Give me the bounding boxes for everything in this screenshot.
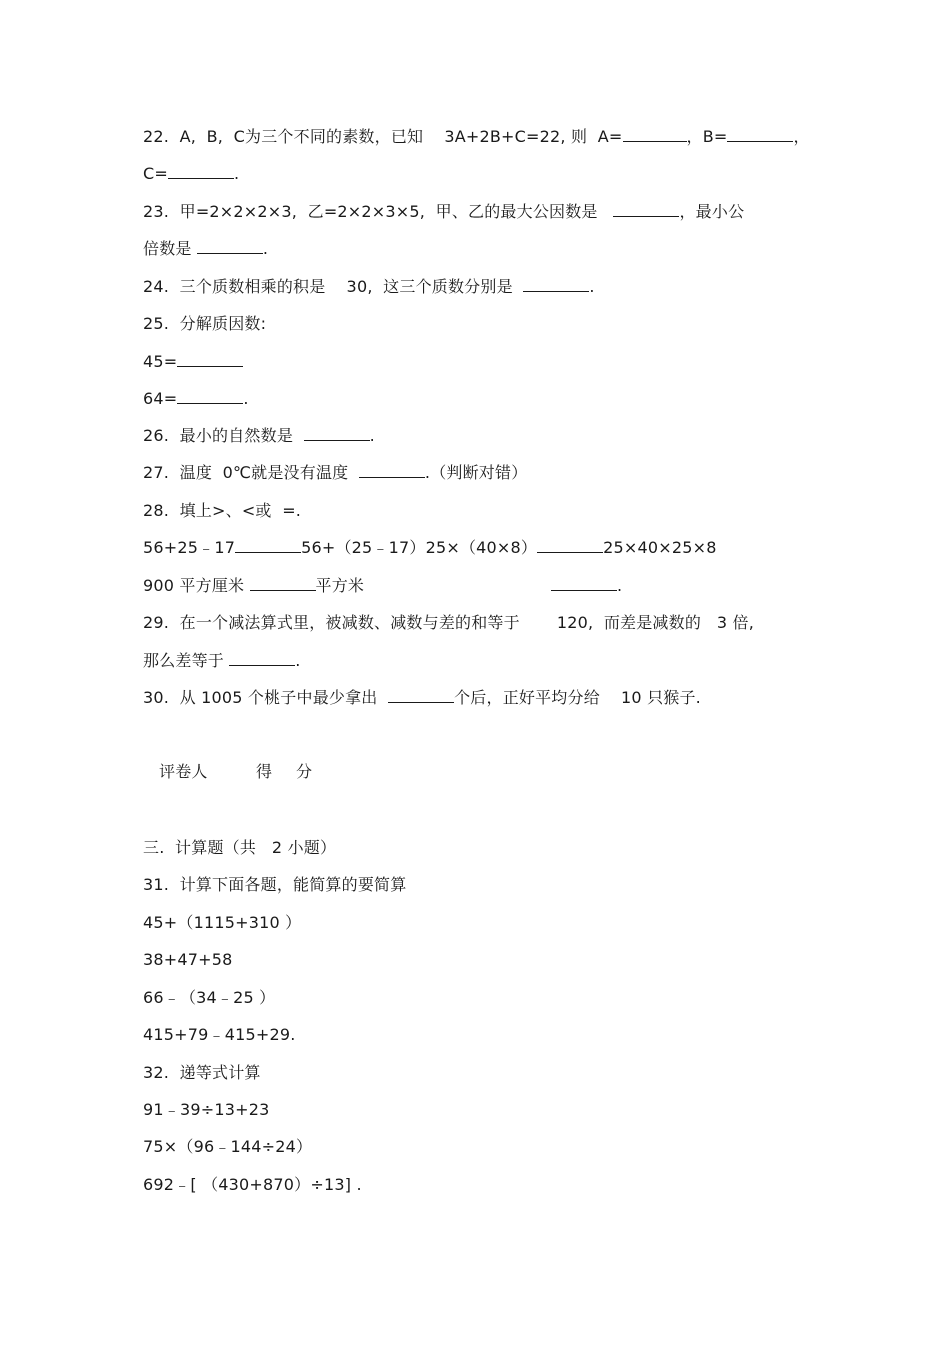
q32-item-2: 75×（96﹣144÷24） xyxy=(143,1137,313,1156)
question-31-title: 31. 计算下面各题，能简算的要简算 xyxy=(143,875,407,894)
grader-label: 评卷人 xyxy=(159,762,208,781)
q27-text: 27. 温度 0℃就是没有温度 xyxy=(143,463,359,482)
q28-expr-b: 56+（25﹣17）25×（40×8） xyxy=(301,538,538,557)
score-label-fen: 分 xyxy=(296,762,313,781)
question-25-title: 25. 分解质因数: xyxy=(143,314,267,333)
score-label-de: 得 xyxy=(256,762,273,781)
q26-period: . xyxy=(369,426,375,445)
q22-text-d: C= xyxy=(143,164,168,183)
q23-text-d: . xyxy=(262,239,269,258)
answer-blank-natural[interactable] xyxy=(304,425,370,441)
question-22-line-1 xyxy=(143,126,810,148)
answer-blank-compare-4[interactable] xyxy=(551,575,617,591)
q28-expr-e: 平方米 xyxy=(315,576,365,595)
q29-text-b: 那么差等于 xyxy=(143,651,230,670)
q23-text-c: 倍数是 xyxy=(143,239,197,258)
question-28-row-1 xyxy=(143,537,717,559)
q26-text: 26. 最小的自然数是 xyxy=(143,426,304,445)
answer-blank-judge[interactable] xyxy=(359,462,425,478)
q30-text-b: 个后，正好平均分给 10 只猴子. xyxy=(454,688,701,707)
answer-blank-compare-2[interactable] xyxy=(537,537,603,553)
answer-blank-45[interactable] xyxy=(177,351,243,367)
answer-blank-b[interactable] xyxy=(727,126,793,142)
question-25-item-64 xyxy=(143,388,249,410)
q25-label-64: 64= xyxy=(143,389,178,408)
q24-text: 24. 三个质数相乘的积是 30, 这三个质数分别是 xyxy=(143,277,524,296)
q25-period: . xyxy=(243,389,249,408)
answer-blank-peaches[interactable] xyxy=(388,687,454,703)
q22-text-b: ，B= xyxy=(686,127,728,146)
answer-blank-c[interactable] xyxy=(168,163,234,179)
answer-blank-64[interactable] xyxy=(177,388,243,404)
question-23-line-2 xyxy=(143,238,268,260)
q28-expr-d: 900 平方厘米 xyxy=(143,576,250,595)
question-29-line-1: 29. 在一个减法算式里，被减数、减数与差的和等于 120, 而差是减数的 3 倍, xyxy=(143,613,755,632)
q22-text-c: ， xyxy=(793,127,810,146)
question-28-row-2-tail xyxy=(551,575,622,597)
question-26 xyxy=(143,425,375,447)
answer-blank-difference[interactable] xyxy=(229,650,295,666)
q31-item-1: 45+（1115+310 ） xyxy=(143,913,302,932)
q28-period: . xyxy=(617,576,623,595)
question-25-item-45 xyxy=(143,351,243,373)
answer-blank-lcm[interactable] xyxy=(197,238,263,254)
answer-blank-gcd[interactable] xyxy=(613,201,679,217)
question-28-title: 28. 填上>、<或 =. xyxy=(143,501,302,520)
question-24 xyxy=(143,276,595,298)
question-22-line-2 xyxy=(143,163,239,185)
answer-blank-compare-1[interactable] xyxy=(235,537,301,553)
answer-blank-primes[interactable] xyxy=(523,276,589,292)
section-3-title: 三. 计算题（共 2 小题） xyxy=(143,838,337,857)
question-28-row-2 xyxy=(143,575,364,597)
answer-blank-compare-3[interactable] xyxy=(250,575,316,591)
q24-text-b: . xyxy=(589,277,595,296)
q27-text-b: .（判断对错） xyxy=(424,463,528,482)
question-23-line-1 xyxy=(143,201,744,223)
question-27 xyxy=(143,462,527,484)
q23-text: 23. 甲=2×2×2×3, 乙=2×2×3×5, 甲、乙的最大公因数是 xyxy=(143,202,614,221)
q31-item-2: 38+47+58 xyxy=(143,950,233,969)
question-29-line-2 xyxy=(143,650,301,672)
q28-expr-c: 25×40×25×8 xyxy=(603,538,717,557)
q29-period: . xyxy=(295,651,301,670)
q32-item-1: 91﹣39÷13+23 xyxy=(143,1100,270,1119)
q23-text-b: ，最小公 xyxy=(679,202,745,221)
answer-blank-a[interactable] xyxy=(623,126,687,142)
q30-text: 30. 从 1005 个桃子中最少拿出 xyxy=(143,688,389,707)
q22-text-e: . xyxy=(233,164,240,183)
q32-item-3: 692﹣[ （430+870）÷13] . xyxy=(143,1175,362,1194)
q22-text: 22. A, B, C为三个不同的素数，已知 3A+2B+C=22, 则 A= xyxy=(143,127,623,146)
q25-label-45: 45= xyxy=(143,352,178,371)
question-30 xyxy=(143,687,701,709)
q31-item-4: 415+79﹣415+29. xyxy=(143,1025,296,1044)
q28-expr-a: 56+25﹣17 xyxy=(143,538,236,557)
q31-item-3: 66﹣（34﹣25 ） xyxy=(143,988,276,1007)
question-32-title: 32. 递等式计算 xyxy=(143,1063,261,1082)
